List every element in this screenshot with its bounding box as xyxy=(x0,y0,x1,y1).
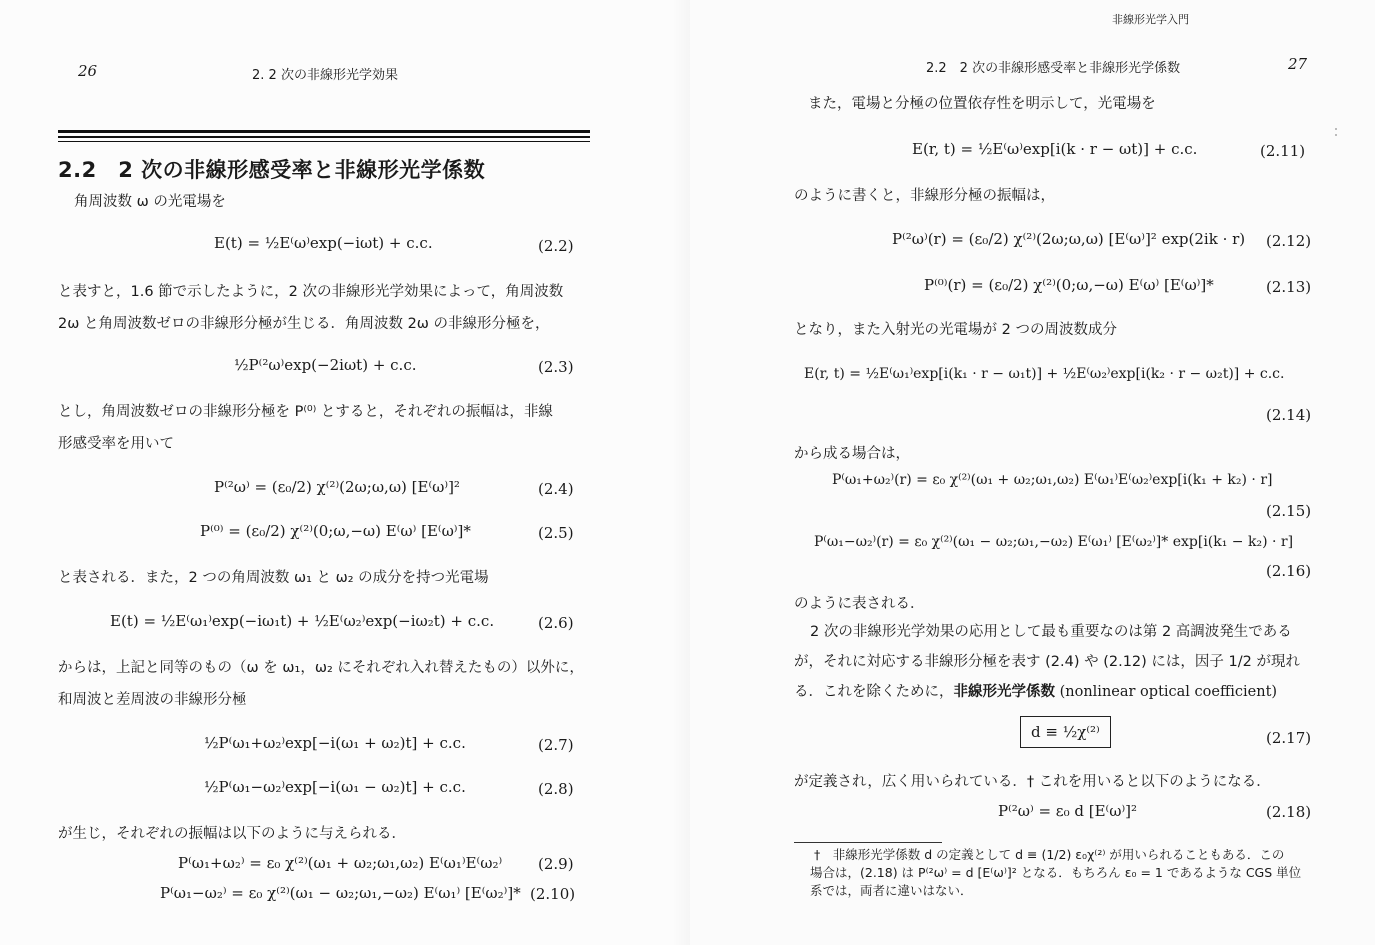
body-line: 和周波と差周波の非線形分極 xyxy=(58,692,247,708)
body-line: 形感受率を用いて xyxy=(58,436,174,452)
equation-2-12: P⁽²ω⁾(r) = (ε₀/2) χ⁽²⁾(2ω;ω,ω) [E⁽ω⁾]² exp(2ik · r) xyxy=(892,230,1246,248)
body-line: また，電場と分極の位置依存性を明示して，光電場を xyxy=(808,96,1156,112)
body-line: となり，また入射光の光電場が 2 つの周波数成分 xyxy=(794,322,1117,338)
equation-number: (2.10) xyxy=(530,885,576,903)
equation-number: (2.14) xyxy=(1266,406,1312,424)
equation-2-14: E(r, t) = ½E⁽ω₁⁾exp[i(k₁ · r − ω₁t)] + ½E⁽ω₂⁾exp[i(k₂ · r − ω₂t)] + c.c. xyxy=(804,366,1285,382)
equation-number: (2.17) xyxy=(1266,729,1312,747)
equation-number: (2.7) xyxy=(538,736,574,754)
body-line: 角周波数 ω の光電場を xyxy=(74,194,226,210)
scan-speck xyxy=(1335,134,1337,136)
key-term: 非線形光学係数 xyxy=(953,684,1055,700)
equation-2-3: ½P⁽²ω⁾exp(−2iωt) + c.c. xyxy=(234,356,417,374)
body-line xyxy=(794,684,1277,701)
body-line: が生じ，それぞれの振幅は以下のように与えられる． xyxy=(58,826,406,842)
equation-2-7: ½P⁽ω₁+ω₂⁾exp[−i(ω₁ + ω₂)t] + c.c. xyxy=(204,734,466,752)
equation-2-10: P⁽ω₁−ω₂⁾ = ε₀ χ⁽²⁾(ω₁ − ω₂;ω₁,−ω₂) E⁽ω₁⁾ [E⁽ω₂⁾]* xyxy=(160,884,521,902)
body-line: 2 次の非線形光学効果の応用として最も重要なのは第 2 高調波発生である xyxy=(810,624,1292,640)
equation-2-4: P⁽²ω⁾ = (ε₀/2) χ⁽²⁾(2ω;ω,ω) [E⁽ω⁾]² xyxy=(214,478,460,496)
right-page xyxy=(690,0,1375,945)
equation-2-17-box xyxy=(1020,716,1111,748)
equation-number: (2.11) xyxy=(1260,142,1306,160)
equation-number: (2.18) xyxy=(1266,803,1312,821)
footnote-rule xyxy=(794,842,942,843)
footnote-line: 場合は，(2.18) は P⁽²ω⁾ = d [E⁽ω⁾]² となる．もちろん ε₀ = 1 であるような CGS 単位 xyxy=(810,865,1302,880)
body-line: と表される．また，2 つの角周波数 ω₁ と ω₂ の成分を持つ光電場 xyxy=(58,570,489,586)
left-running-header: 2. 2 次の非線形光学効果 xyxy=(252,68,398,83)
equation-2-18: P⁽²ω⁾ = ε₀ d [E⁽ω⁾]² xyxy=(998,802,1137,820)
equation-2-16: P⁽ω₁−ω₂⁾(r) = ε₀ χ⁽²⁾(ω₁ − ω₂;ω₁,−ω₂) E⁽ω₁⁾ [E⁽ω₂⁾]* exp[i(k₁ − k₂) · r] xyxy=(814,534,1294,550)
body-line: が，それに対応する非線形分極を表す (2.4) や (2.12) には，因子 1/2 が現れ xyxy=(794,654,1300,670)
left-page-number: 26 xyxy=(78,62,98,80)
equation-2-2: E(t) = ½E⁽ω⁾exp(−iωt) + c.c. xyxy=(214,234,433,252)
equation-number: (2.2) xyxy=(538,237,574,255)
equation-2-6: E(t) = ½E⁽ω₁⁾exp(−iω₁t) + ½E⁽ω₂⁾exp(−iω₂t) + c.c. xyxy=(110,612,495,630)
equation-2-11: E(r, t) = ½E⁽ω⁾exp[i(k · r − ωt)] + c.c. xyxy=(912,140,1198,158)
body-line-start: る．これを除くために， xyxy=(794,684,954,700)
body-line: のように書くと，非線形分極の振幅は， xyxy=(794,188,1055,204)
section-rule-bottom xyxy=(58,141,590,142)
footnote-line: 系では，両者に違いはない． xyxy=(810,883,973,898)
body-line: からは，上記と同等のもの（ω を ω₁，ω₂ にそれぞれ入れ替えたもの）以外に， xyxy=(58,660,584,676)
footnote-line: † 非線形光学係数 d の定義として d ≡ (1/2) ε₀χ⁽²⁾ が用いられることもある．この xyxy=(814,847,1285,862)
section-title: 2.2 2 次の非線形感受率と非線形光学係数 xyxy=(58,158,486,182)
equation-number: (2.6) xyxy=(538,614,574,632)
body-line: とし，角周波数ゼロの非線形分極を P⁽⁰⁾ とすると，それぞれの振幅は，非線 xyxy=(58,404,553,420)
equation-number: (2.12) xyxy=(1266,232,1312,250)
body-line: が定義され，広く用いられている．† これを用いると以下のようになる． xyxy=(794,774,1271,790)
english-term: (nonlinear optical coefficient) xyxy=(1055,684,1278,700)
equation-number: (2.15) xyxy=(1266,502,1312,520)
equation-2-17: d ≡ ½χ⁽²⁾ xyxy=(1031,723,1100,741)
equation-number: (2.5) xyxy=(538,524,574,542)
scan-speck xyxy=(1335,128,1337,130)
body-line: 2ω と角周波数ゼロの非線形分極が生じる．角周波数 2ω の非線形分極を， xyxy=(58,316,550,332)
equation-number: (2.3) xyxy=(538,358,574,376)
equation-2-5: P⁽⁰⁾ = (ε₀/2) χ⁽²⁾(0;ω,−ω) E⁽ω⁾ [E⁽ω⁾]* xyxy=(200,522,471,540)
equation-number: (2.9) xyxy=(538,855,574,873)
body-line: のように表される． xyxy=(794,596,925,612)
equation-2-8: ½P⁽ω₁−ω₂⁾exp[−i(ω₁ − ω₂)t] + c.c. xyxy=(204,778,466,796)
right-page-number: 27 xyxy=(1288,55,1308,73)
section-rule-top xyxy=(58,130,590,133)
equation-2-15: P⁽ω₁+ω₂⁾(r) = ε₀ χ⁽²⁾(ω₁ + ω₂;ω₁,ω₂) E⁽ω₁⁾E⁽ω₂⁾exp[i(k₁ + k₂) · r] xyxy=(832,472,1273,488)
equation-2-9: P⁽ω₁+ω₂⁾ = ε₀ χ⁽²⁾(ω₁ + ω₂;ω₁,ω₂) E⁽ω₁⁾E⁽ω₂⁾ xyxy=(178,854,503,872)
equation-number: (2.13) xyxy=(1266,278,1312,296)
equation-number: (2.4) xyxy=(538,480,574,498)
right-running-header: 2.2 2 次の非線形感受率と非線形光学係数 xyxy=(926,61,1181,76)
body-line: から成る場合は， xyxy=(794,446,910,462)
equation-2-13: P⁽⁰⁾(r) = (ε₀/2) χ⁽²⁾(0;ω,−ω) E⁽ω⁾ [E⁽ω⁾]* xyxy=(924,276,1214,294)
section-rule-middle xyxy=(58,136,590,138)
equation-number: (2.8) xyxy=(538,780,574,798)
book-title-label: 非線形光学入門 xyxy=(1112,13,1189,26)
equation-number: (2.16) xyxy=(1266,562,1312,580)
body-line: と表すと，1.6 節で示したように，2 次の非線形光学効果によって，角周波数 xyxy=(58,284,564,300)
